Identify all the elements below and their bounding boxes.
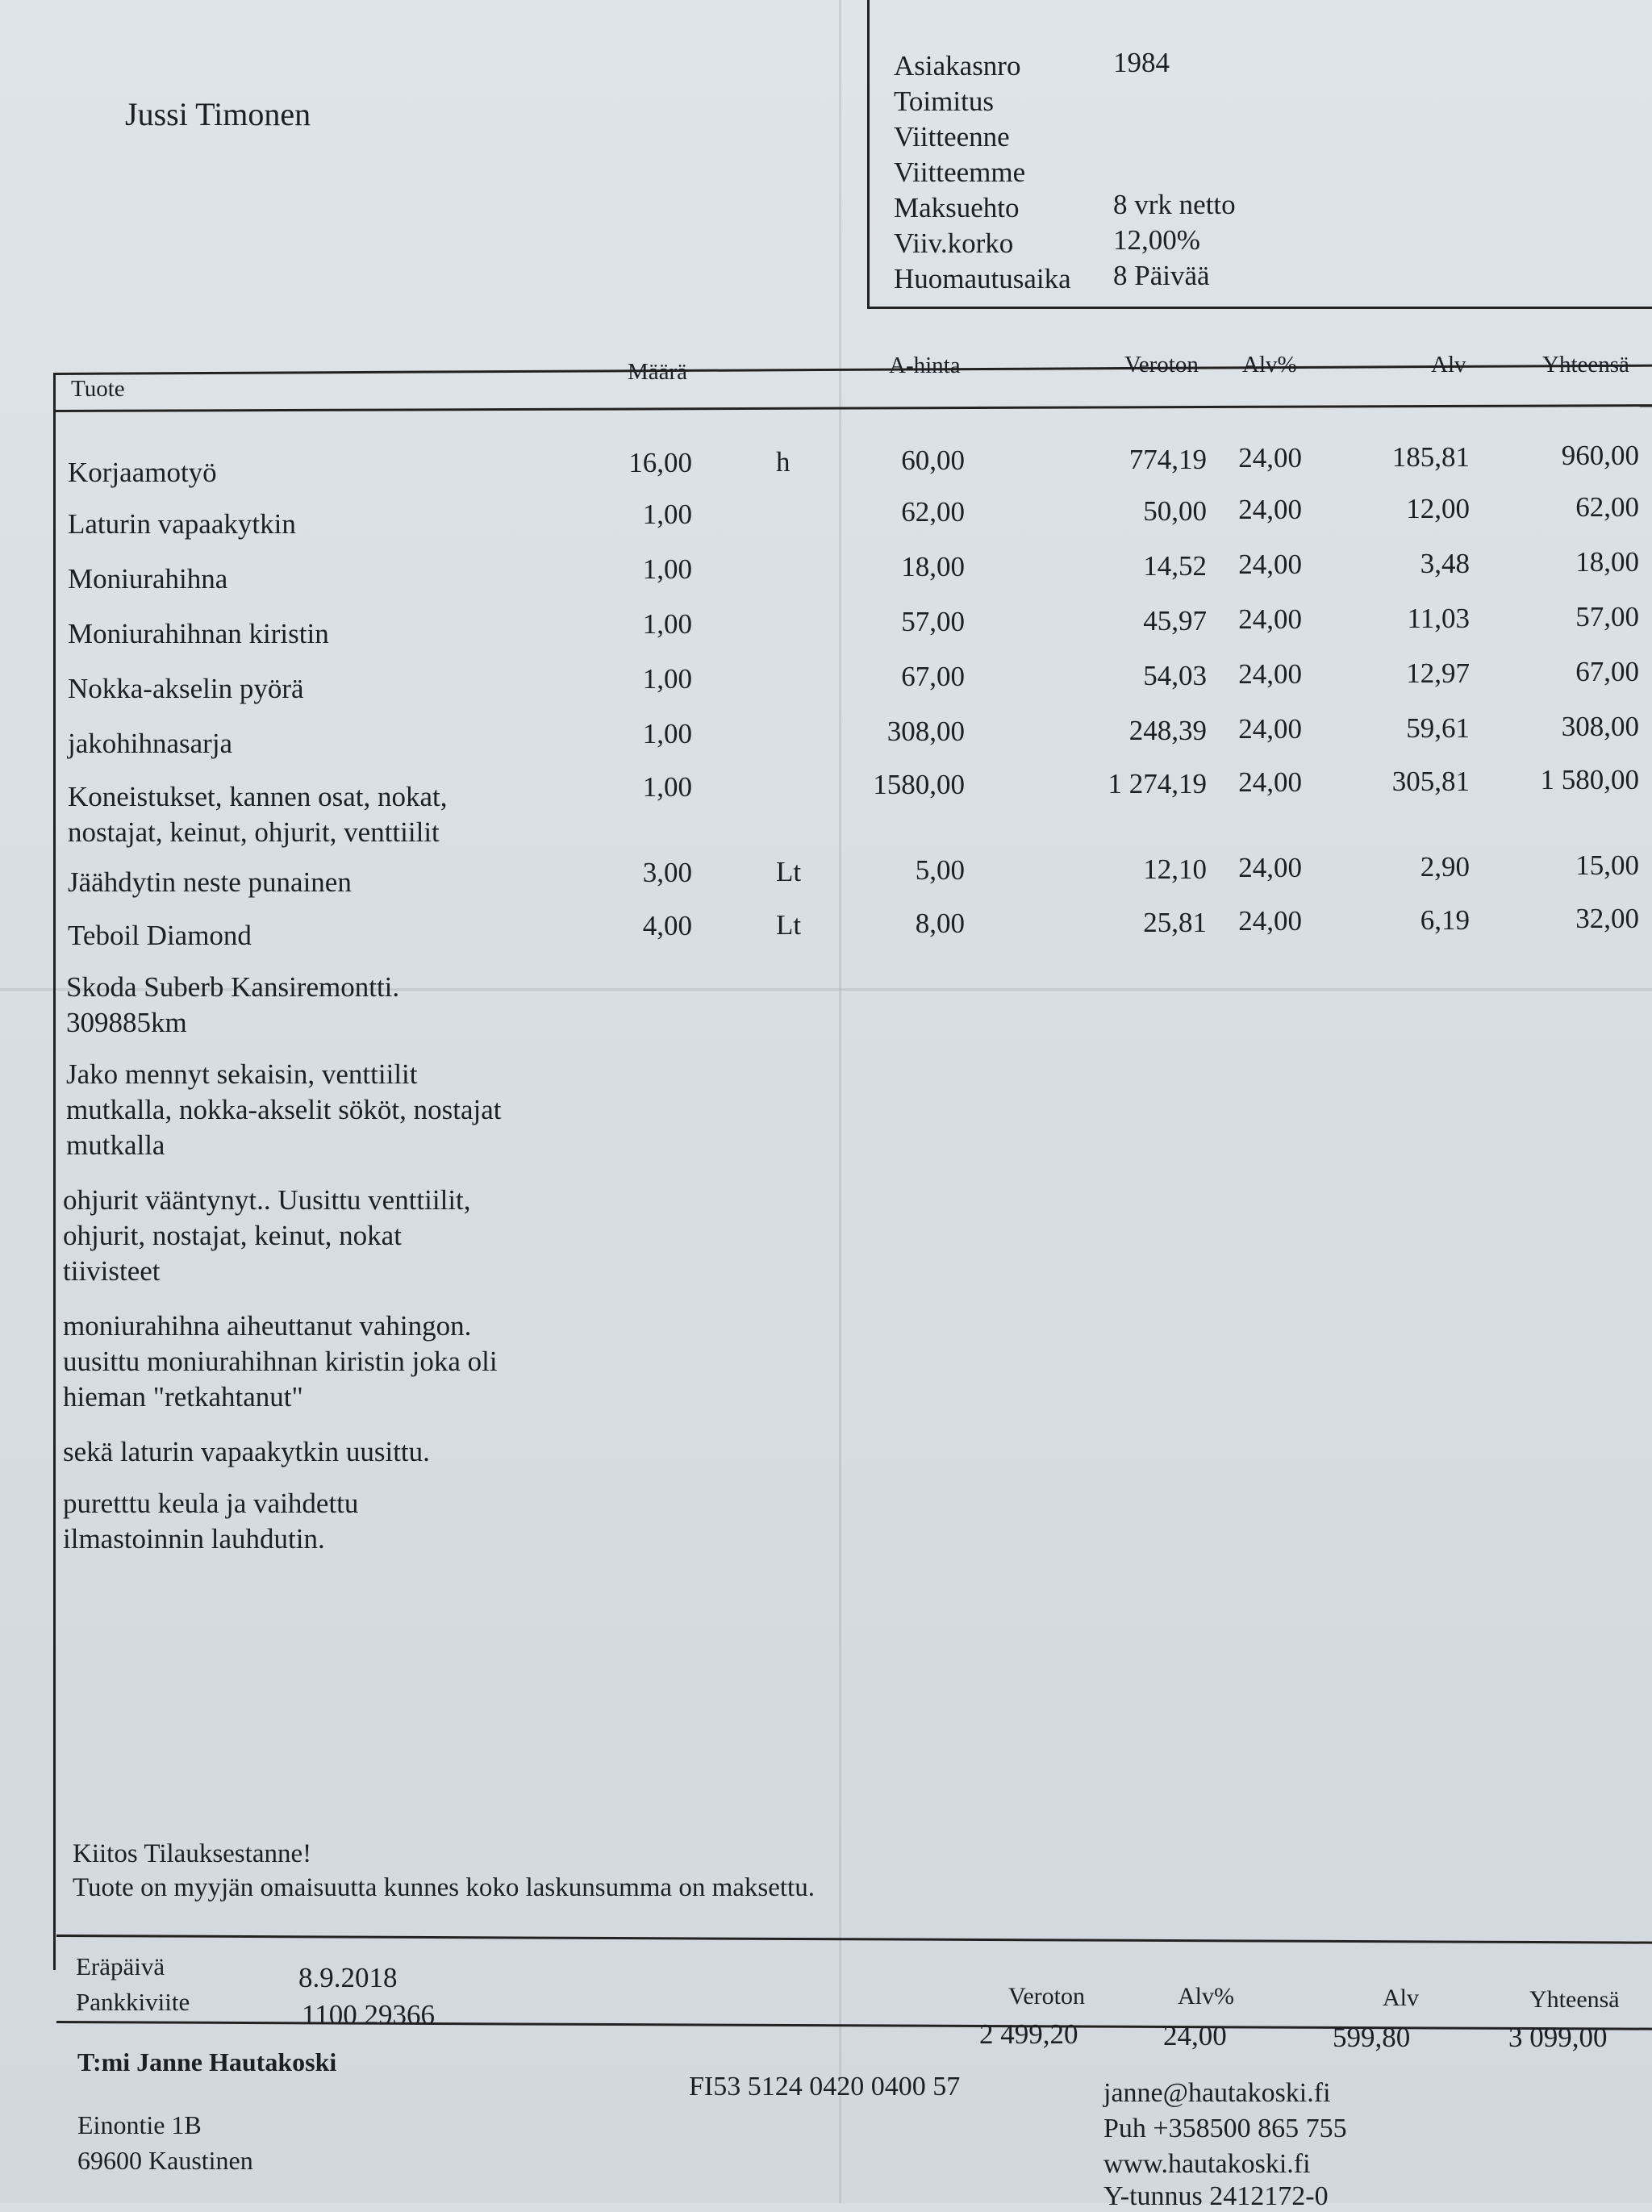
line-vat: 59,61 <box>1406 712 1470 744</box>
line-vat: 12,97 <box>1406 657 1470 689</box>
col-maara: Määrä <box>628 359 688 385</box>
line-name: Laturin vapaakytkin <box>68 508 296 540</box>
line-vatp: 24,00 <box>1238 852 1302 883</box>
info-value: 8 vrk netto <box>1113 189 1236 220</box>
totals-total: 3 099,00 <box>1508 2022 1608 2053</box>
line-price: 57,00 <box>901 606 965 637</box>
repair-note: Jako mennyt sekaisin, venttiilit mutkalla, nokka-akselit sököt, nostajat mutkalla <box>66 1058 502 1161</box>
info-value: 8 Päivää <box>1113 260 1210 291</box>
col-alvp: Alv% <box>1242 352 1297 378</box>
line-vat: 3,48 <box>1420 547 1470 579</box>
line-vatp: 24,00 <box>1238 549 1302 580</box>
line-name: jakohihnasarja <box>68 728 233 759</box>
repair-note: ohjurit vääntynyt.. Uusittu venttiilit, ohjurit, nostajat, keinut, nokat tiivisteet <box>63 1184 471 1287</box>
info-label: Viiv.korko <box>894 227 1014 259</box>
line-name: Nokka-akselin pyörä <box>68 673 304 704</box>
info-label: Asiakasnro <box>894 50 1021 81</box>
company-ytunnus: Y-tunnus 2412172-0 <box>1103 2181 1329 2211</box>
line-net: 14,52 <box>1143 549 1207 582</box>
bankref-label: Pankkiviite <box>76 1988 190 2016</box>
line-qty: 1,00 <box>642 771 692 803</box>
line-qty: 1,00 <box>642 499 692 530</box>
repair-note: puretttu keula ja vaihdettu ilmastoinnin lauhdutin. <box>63 1488 359 1555</box>
customer-name: Jussi Timonen <box>125 96 311 132</box>
line-qty: 4,00 <box>642 910 692 941</box>
line-total: 62,00 <box>1575 491 1639 523</box>
line-price: 18,00 <box>901 551 965 582</box>
line-qty: 16,00 <box>628 447 692 478</box>
line-unit: h <box>776 445 791 478</box>
line-unit: Lt <box>776 855 802 887</box>
line-name: Teboil Diamond <box>68 920 252 951</box>
line-vat: 305,81 <box>1391 765 1470 797</box>
line-vatp: 24,00 <box>1238 766 1302 798</box>
due-value: 8.9.2018 <box>298 1962 398 1993</box>
company-web: www.hautakoski.fi <box>1103 2149 1311 2179</box>
company-email: janne@hautakoski.fi <box>1103 2078 1331 2108</box>
customer-info-box <box>867 0 1652 309</box>
col-tuote: Tuote <box>71 376 125 402</box>
line-qty: 1,00 <box>642 663 692 695</box>
line-qty: 1,00 <box>642 608 692 640</box>
col-yhteensa: Yhteensä <box>1542 352 1629 378</box>
totals-net-label: Veroton <box>1008 1983 1085 2010</box>
line-vatp: 24,00 <box>1238 905 1302 937</box>
line-price: 60,00 <box>901 444 965 476</box>
line-net: 12,10 <box>1143 853 1207 885</box>
repair-note: moniurahihna aiheuttanut vahingon. uusittu moniurahihnan kiristin joka oli hieman "retkahtanut" <box>63 1310 498 1413</box>
col-ahinta: A-hinta <box>889 353 961 378</box>
line-price: 8,00 <box>915 908 965 939</box>
totals-vatp: 24,00 <box>1163 2020 1227 2051</box>
line-net: 774,19 <box>1128 443 1207 475</box>
line-price: 308,00 <box>886 716 965 747</box>
line-total: 15,00 <box>1575 849 1639 881</box>
line-qty: 3,00 <box>642 857 692 888</box>
line-vat: 185,81 <box>1391 440 1470 473</box>
line-price: 5,00 <box>915 854 965 886</box>
line-vat: 6,19 <box>1420 904 1470 936</box>
due-label: Eräpäivä <box>76 1952 165 1980</box>
line-name: Moniurahihna <box>68 563 228 595</box>
company-name: T:mi Janne Hautakoski <box>77 2047 337 2076</box>
line-total: 57,00 <box>1575 601 1639 632</box>
line-vatp: 24,00 <box>1238 603 1302 635</box>
thanks-text: Kiitos Tilauksestanne! <box>73 1839 312 1868</box>
line-net: 25,81 <box>1143 906 1207 938</box>
company-city: 69600 Kaustinen <box>77 2146 253 2175</box>
line-total: 18,00 <box>1575 546 1639 578</box>
totals-bottom-rule <box>56 2021 1652 2030</box>
repair-note: sekä laturin vapaakytkin uusittu. <box>63 1436 430 1467</box>
col-veroton: Veroton <box>1124 352 1199 378</box>
line-vat: 2,90 <box>1420 850 1470 883</box>
company-street: Einontie 1B <box>77 2110 202 2139</box>
info-value: 12,00% <box>1113 224 1200 256</box>
line-price: 62,00 <box>901 496 965 528</box>
totals-vat: 599,80 <box>1333 2022 1411 2053</box>
line-net: 54,03 <box>1143 659 1207 691</box>
info-label: Huomautusaika <box>894 263 1071 294</box>
line-net: 1 274,19 <box>1108 767 1207 799</box>
line-qty: 1,00 <box>642 718 692 749</box>
line-total: 960,00 <box>1561 440 1639 471</box>
line-vatp: 24,00 <box>1238 658 1302 690</box>
info-value: 1984 <box>1113 47 1170 78</box>
line-total: 308,00 <box>1561 711 1639 742</box>
line-price: 1580,00 <box>873 769 965 800</box>
info-label: Toimitus <box>894 86 994 117</box>
line-vatp: 24,00 <box>1238 494 1302 525</box>
info-label: Viitteemme <box>894 157 1026 188</box>
info-label: Viitteenne <box>894 121 1010 152</box>
line-net: 45,97 <box>1143 604 1207 636</box>
line-net: 248,39 <box>1128 714 1207 746</box>
line-vat: 11,03 <box>1407 602 1470 634</box>
repair-note: Skoda Suberb Kansiremontti. 309885km <box>66 971 400 1038</box>
line-name: Koneistukset, kannen osat, nokat, nostajat, keinut, ohjurit, venttiilit <box>68 781 448 848</box>
totals-total-label: Yhteensä <box>1529 1986 1620 2013</box>
line-name: Jäähdytin neste punainen <box>68 866 352 898</box>
totals-net: 2 499,20 <box>979 2018 1078 2050</box>
line-vat: 12,00 <box>1406 492 1470 524</box>
company-iban: FI53 5124 0420 0400 57 <box>689 2072 961 2101</box>
line-price: 67,00 <box>901 661 965 692</box>
company-phone: Puh +358500 865 755 <box>1103 2114 1347 2143</box>
line-unit: Lt <box>776 908 802 941</box>
line-vatp: 24,00 <box>1238 442 1302 474</box>
line-qty: 1,00 <box>642 553 692 585</box>
totals-vatp-label: Alv% <box>1178 1983 1234 2010</box>
line-total: 1 580,00 <box>1540 764 1639 795</box>
col-alv: Alv <box>1431 352 1466 378</box>
line-total: 67,00 <box>1575 656 1639 687</box>
totals-vat-label: Alv <box>1383 1985 1419 2011</box>
ownership-text: Tuote on myyjän omaisuutta kunnes koko laskunsumma on maksettu. <box>73 1873 815 1902</box>
line-vatp: 24,00 <box>1238 713 1302 745</box>
line-name: Moniurahihnan kiristin <box>68 618 329 649</box>
info-label: Maksuehto <box>894 192 1020 223</box>
line-total: 32,00 <box>1575 903 1639 934</box>
line-name: Korjaamotyö <box>68 457 217 488</box>
line-net: 50,00 <box>1143 495 1207 527</box>
bankref-value: 1100 29366 <box>302 1999 435 2030</box>
